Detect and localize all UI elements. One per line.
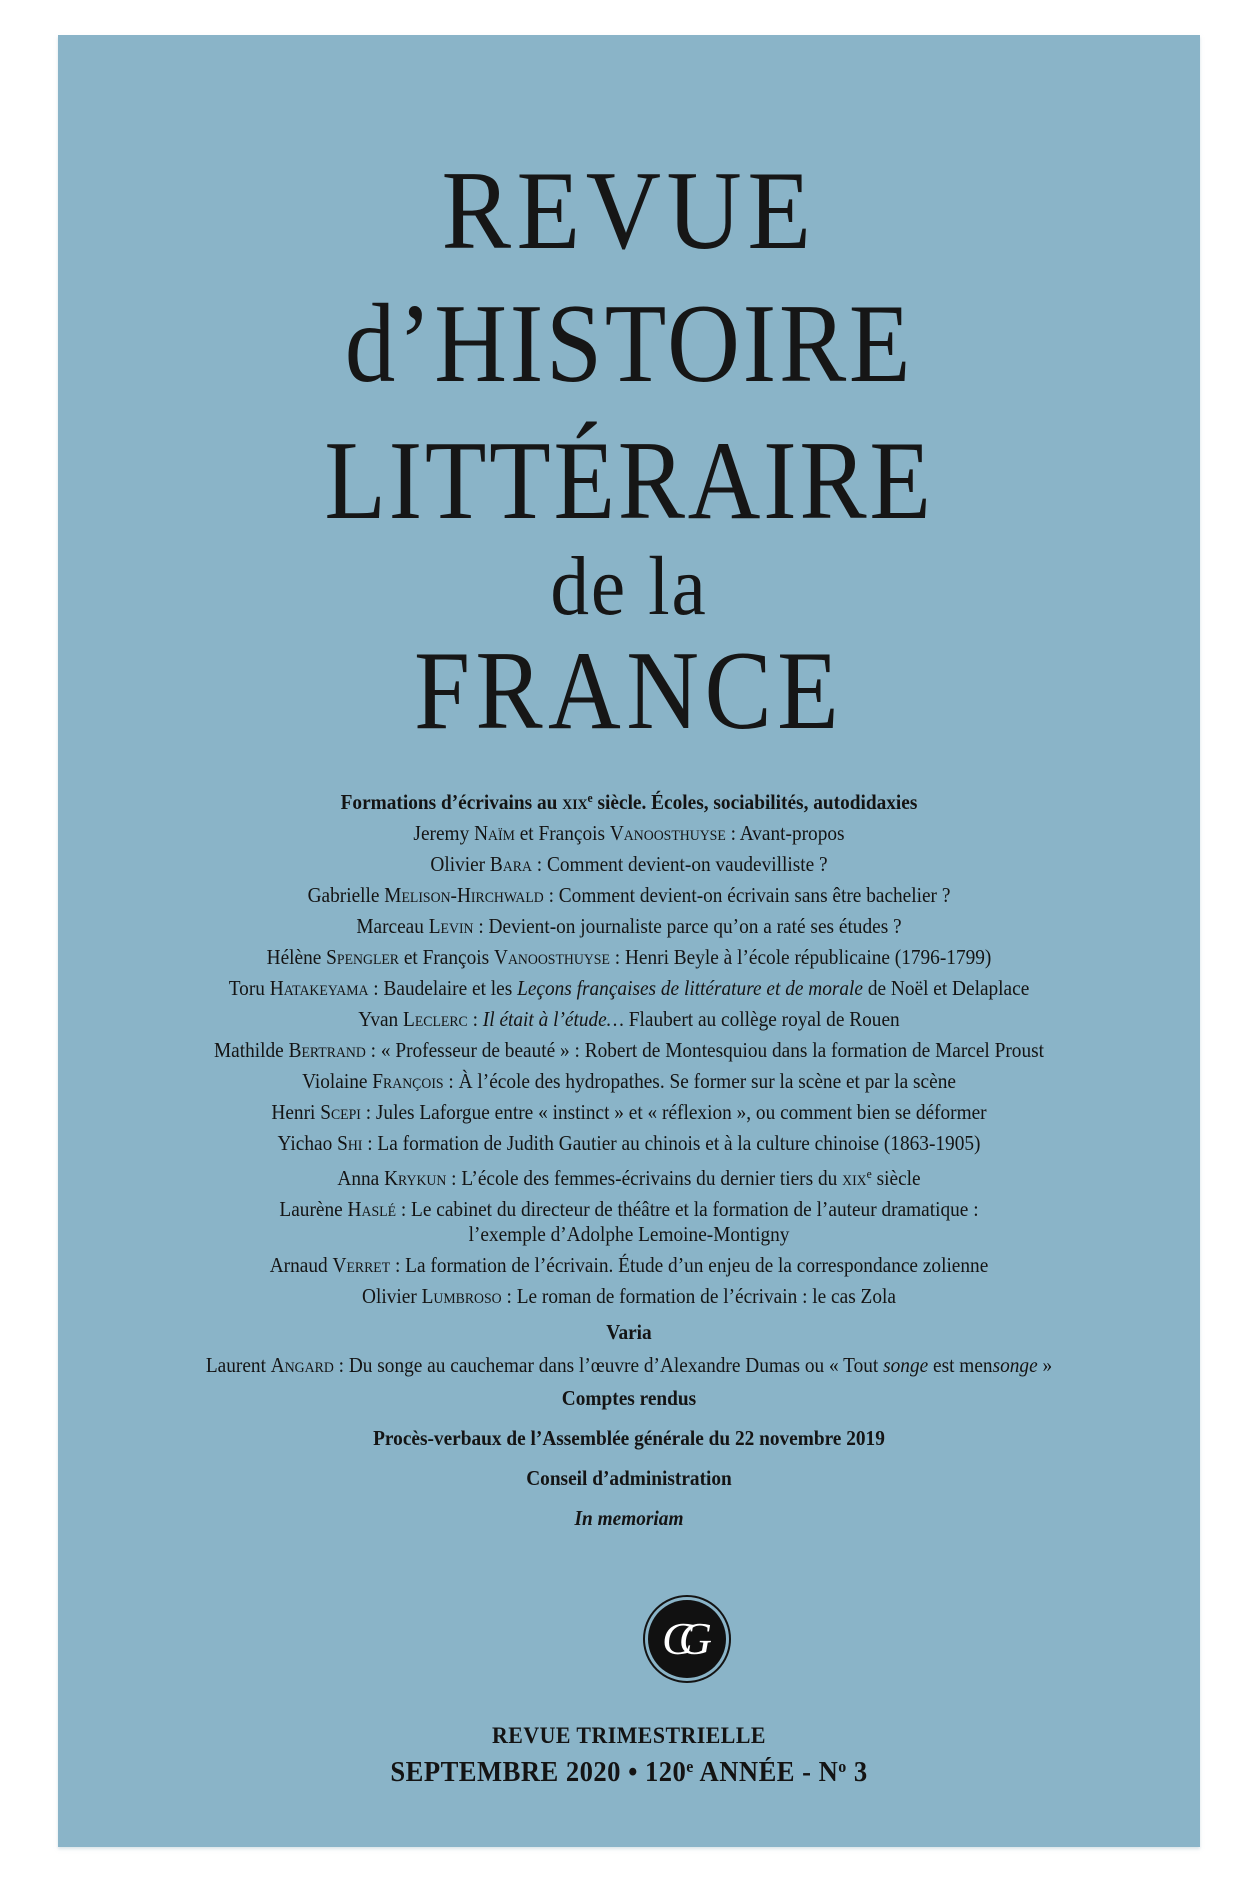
author-first: Anna xyxy=(337,1165,385,1190)
separator: : xyxy=(446,1165,462,1190)
title-litteraire: LITTÉRAIRE xyxy=(324,419,934,543)
separator: : xyxy=(365,1037,381,1062)
journal-cover xyxy=(58,35,1200,1847)
separator: : xyxy=(501,1283,517,1308)
dossier-title xyxy=(104,783,1155,818)
in-memoriam-heading: In memoriam xyxy=(574,1505,684,1530)
dossier-title-part: siècle. Écoles, sociabilités, autodidaxies xyxy=(592,789,918,814)
article-title: Du songe au cauchemar dans l’œuvre d’Alexandre Dumas ou « Tout xyxy=(348,1352,884,1377)
toc-entry xyxy=(104,849,1155,880)
dossier-title-part: Formations d’écrivains au xyxy=(340,789,563,814)
separator: : xyxy=(609,944,625,969)
separator: : xyxy=(368,975,384,1000)
article-title: Comment devient-on écrivain sans être bachelier ? xyxy=(558,882,951,907)
author-last: Hatakeyama xyxy=(269,975,369,1000)
conseil-heading: Conseil d’administration xyxy=(526,1465,732,1490)
toc-entry-continuation xyxy=(104,1222,1155,1250)
author-last: Naïm xyxy=(474,820,515,845)
author-join: et François xyxy=(399,944,494,969)
toc-entry xyxy=(104,1194,1155,1222)
publisher-logo-icon xyxy=(643,1595,731,1683)
article-title: Flaubert au collège royal de Rouen xyxy=(623,1006,900,1031)
author-first: Laurène xyxy=(279,1196,348,1221)
toc-entry xyxy=(104,1035,1155,1066)
separator: : xyxy=(543,882,559,907)
article-title-italic: songe xyxy=(883,1352,929,1377)
toc-entry xyxy=(104,818,1155,849)
separator: : xyxy=(390,1252,406,1277)
article-title: » xyxy=(1037,1352,1053,1377)
title-de-la: de la xyxy=(550,540,708,633)
author-last: Vanoosthuyse xyxy=(609,820,726,845)
author-first: Laurent xyxy=(205,1352,271,1377)
separator: : xyxy=(333,1352,349,1377)
title-histoire xyxy=(115,282,1143,406)
comptes-rendus-heading: Comptes rendus xyxy=(561,1385,697,1410)
article-title: L’école des femmes-écrivains du dernier tiers du xyxy=(461,1165,843,1190)
author-last: François xyxy=(372,1068,444,1093)
century-sup: e xyxy=(866,1166,872,1181)
article-title: siècle xyxy=(871,1165,921,1190)
table-of-contents xyxy=(58,783,1200,1538)
toc-entry xyxy=(104,1250,1155,1281)
author-first: Yichao xyxy=(277,1130,338,1155)
proces-verbaux-heading: Procès-verbaux de l’Assemblée générale du 22 novembre 2019 xyxy=(373,1425,885,1450)
toc-entry xyxy=(104,973,1155,1004)
author-first: Olivier xyxy=(430,851,490,876)
toc-entry xyxy=(104,880,1155,911)
article-title: Le roman de formation de l’écrivain : le cas Zola xyxy=(516,1283,896,1308)
author-last: Angard xyxy=(270,1352,334,1377)
varia-heading: Varia xyxy=(606,1319,652,1344)
separator: : xyxy=(360,1099,376,1124)
title-histoire-word: HISTOIRE xyxy=(434,282,914,406)
article-title: Devient-on journaliste parce qu’on a raté ses études ? xyxy=(488,913,902,938)
dossier-century-sup: e xyxy=(587,791,593,805)
number-sup: o xyxy=(838,1757,847,1776)
periodicity-label: REVUE TRIMESTRIELLE xyxy=(492,1723,766,1748)
toc-entry xyxy=(104,1128,1155,1159)
toc-entry xyxy=(104,1352,1155,1378)
author-first: Henri xyxy=(271,1099,321,1124)
author-first: Toru xyxy=(228,975,270,1000)
author-last: Spengler xyxy=(326,944,400,969)
author-last: Lumbroso xyxy=(421,1283,502,1308)
author-first: Violaine xyxy=(302,1068,373,1093)
publisher-logo-disc xyxy=(648,1600,726,1678)
author-first: Gabrielle xyxy=(307,882,385,907)
article-title: Baudelaire et les xyxy=(383,975,518,1000)
author-first: Marceau xyxy=(356,913,429,938)
issue-info xyxy=(87,1757,1172,1789)
article-title: Le cabinet du directeur de théâtre et la formation de l’auteur dramatique : xyxy=(411,1196,979,1221)
article-title: La formation de l’écrivain. Étude d’un enjeu de la correspondance zolienne xyxy=(405,1252,989,1277)
century-numeral: xix xyxy=(842,1165,867,1190)
author-first: Olivier xyxy=(362,1283,422,1308)
separator: : xyxy=(725,820,740,845)
article-title: est men xyxy=(928,1352,993,1377)
toc-entry xyxy=(104,1281,1155,1312)
bullet-separator: • xyxy=(620,1757,645,1789)
author-last: Bertrand xyxy=(288,1037,366,1062)
toc-entry xyxy=(104,942,1155,973)
article-title: La formation de Judith Gautier au chinois et à la culture chinoise (1863-1905) xyxy=(377,1130,981,1155)
author-first: Yvan xyxy=(358,1006,404,1031)
article-title: de Noël et Delaplace xyxy=(862,975,1030,1000)
author-last: Krykun xyxy=(384,1165,447,1190)
author-join: et François xyxy=(514,820,610,845)
author-last: Leclerc xyxy=(403,1006,468,1031)
article-title: « Professeur de beauté » : Robert de Montesquiou dans la formation de Marcel Proust xyxy=(380,1037,1045,1062)
article-title-italic: songe xyxy=(992,1352,1038,1377)
author-first: Hélène xyxy=(266,944,327,969)
issue-date: SEPTEMBRE 2020 xyxy=(390,1757,621,1789)
toc-entry xyxy=(104,1004,1155,1035)
article-title: Jules Laforgue entre « instinct » et « réflexion », ou comment bien se déformer xyxy=(375,1099,987,1124)
article-title-italic: Il était à l’étude… xyxy=(482,1006,624,1031)
author-last: Levin xyxy=(428,913,474,938)
toc-entry xyxy=(104,911,1155,942)
separator: : xyxy=(473,913,489,938)
dossier-century: xix xyxy=(562,789,588,814)
toc-entry xyxy=(104,1066,1155,1097)
separator: : xyxy=(443,1068,459,1093)
separator: : xyxy=(362,1130,378,1155)
author-first: Mathilde xyxy=(213,1037,289,1062)
article-title: Avant-propos xyxy=(739,820,845,845)
toc-entry xyxy=(104,1097,1155,1128)
article-title-italic: Leçons françaises de littérature et de morale xyxy=(517,975,863,1000)
separator: : xyxy=(531,851,548,876)
author-last: Scepi xyxy=(320,1099,361,1124)
separator: : xyxy=(467,1006,483,1031)
author-last: Vanoosthuyse xyxy=(493,944,610,969)
author-last: Melison-Hirchwald xyxy=(384,882,544,907)
author-last: Haslé xyxy=(347,1196,397,1221)
author-first: Jeremy xyxy=(413,820,475,845)
issue-number: 3 xyxy=(846,1757,868,1789)
volume-number: 120 xyxy=(644,1757,687,1789)
volume-sup: e xyxy=(686,1757,694,1776)
article-title: À l’école des hydropathes. Se former sur la scène et par la scène xyxy=(458,1068,956,1093)
author-first: Arnaud xyxy=(269,1252,333,1277)
article-title: l’exemple d’Adolphe Lemoine-Montigny xyxy=(468,1221,790,1246)
article-title: Henri Beyle à l’école républicaine (1796-1799) xyxy=(624,944,992,969)
publisher-monogram: CG xyxy=(662,1613,698,1664)
author-last: Shi xyxy=(337,1130,363,1155)
article-title: Comment devient-on vaudevilliste ? xyxy=(547,851,828,876)
toc-entry xyxy=(104,1159,1155,1194)
title-revue: REVUE xyxy=(441,149,817,273)
volume-label: ANNÉE - N xyxy=(693,1757,839,1789)
title-france: FRANCE xyxy=(413,629,845,753)
title-histoire-prefix: d’ xyxy=(344,282,435,406)
author-last: Verret xyxy=(332,1252,391,1277)
separator: : xyxy=(396,1196,412,1221)
author-last: Bara xyxy=(489,851,532,876)
